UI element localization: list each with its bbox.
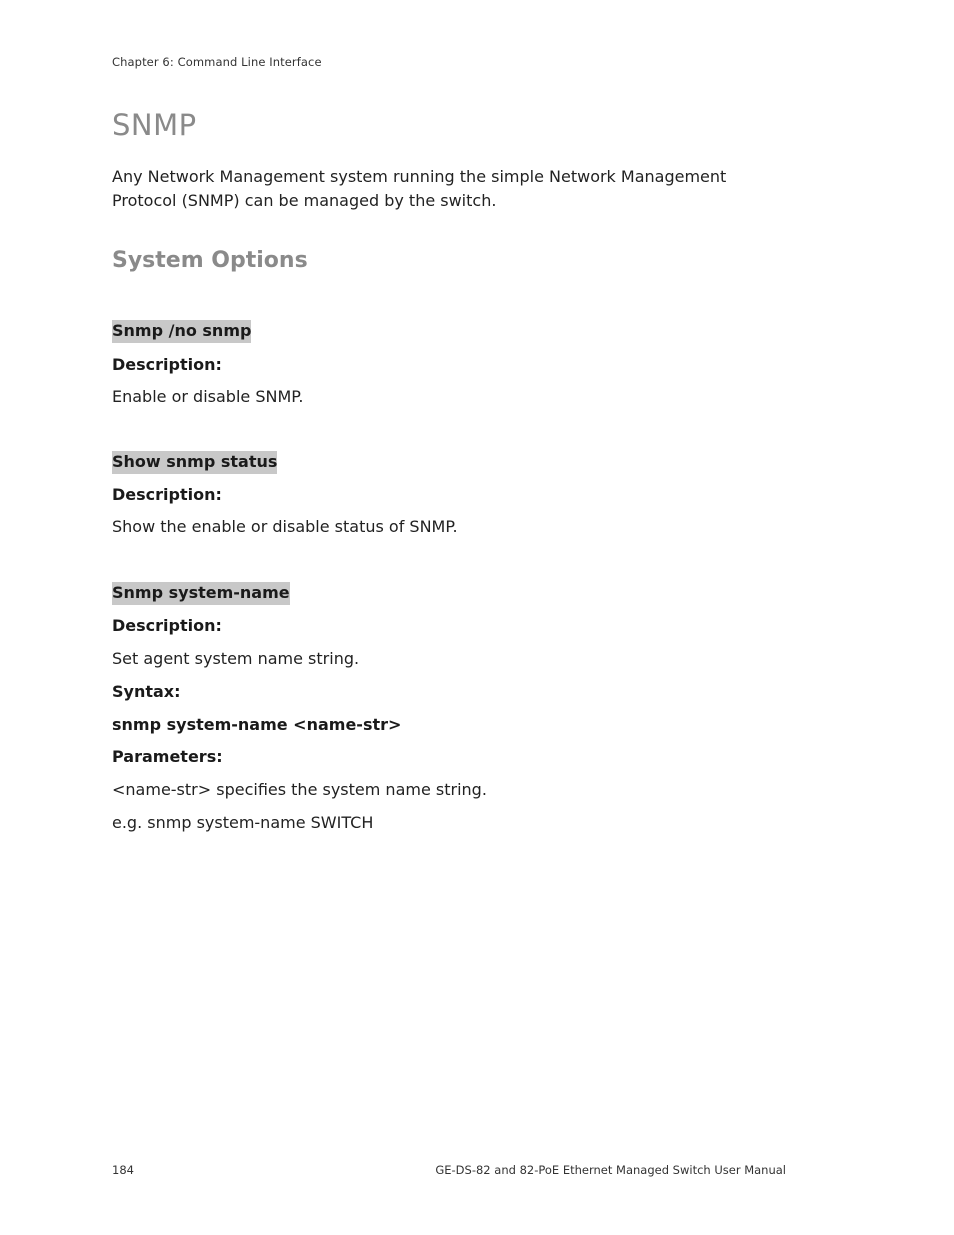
- command-heading-snmp: Snmp /no snmp: [112, 320, 251, 343]
- description-text: Enable or disable SNMP.: [112, 387, 304, 406]
- parameters-label: Parameters:: [112, 747, 223, 766]
- manual-title: GE-DS-82 and 82-PoE Ethernet Managed Switch User Manual: [435, 1163, 786, 1177]
- syntax-text: snmp system-name <name-str>: [112, 715, 402, 734]
- page-number: 184: [112, 1163, 134, 1177]
- description-label: Description:: [112, 485, 222, 504]
- intro-paragraph: Any Network Management system running the simple Network Management Protocol (SNMP) can be managed by the switch.: [112, 167, 727, 210]
- example-text: e.g. snmp system-name SWITCH: [112, 813, 374, 832]
- description-text: Show the enable or disable status of SNMP.: [112, 517, 458, 536]
- description-label: Description:: [112, 616, 222, 635]
- syntax-label: Syntax:: [112, 682, 181, 701]
- page-title: SNMP: [112, 108, 197, 142]
- running-header: Chapter 6: Command Line Interface: [112, 55, 322, 69]
- command-heading-show-snmp-status: Show snmp status: [112, 451, 277, 474]
- section-title: System Options: [112, 248, 308, 273]
- description-label: Description:: [112, 355, 222, 374]
- command-heading-snmp-system-name: Snmp system-name: [112, 582, 290, 605]
- parameters-text: <name-str> specifies the system name string.: [112, 780, 487, 799]
- description-text: Set agent system name string.: [112, 649, 360, 668]
